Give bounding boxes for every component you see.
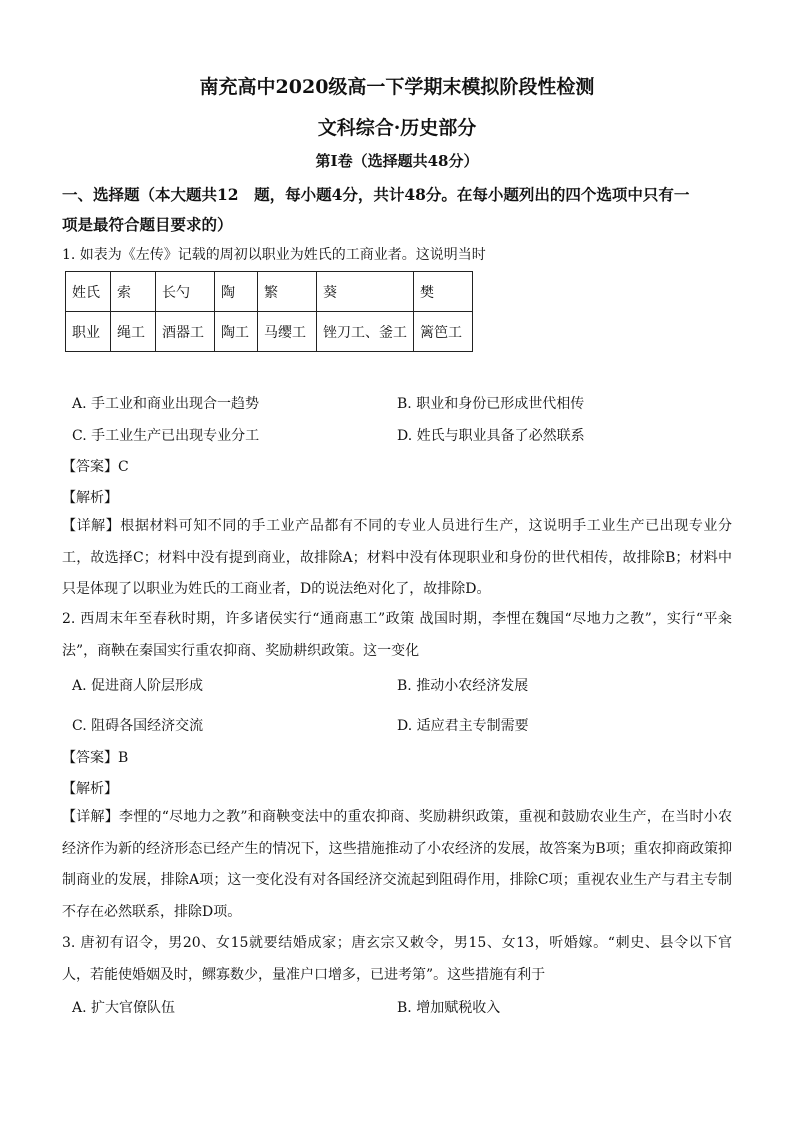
q1-option-a: A. 手工业和商业出现合一趋势 <box>72 396 260 412</box>
exam-title: 南充高中2020级高一下学期末模拟阶段性检测 <box>199 76 595 98</box>
table-cell: 繁 <box>258 272 317 312</box>
section-heading: 第Ⅰ卷（选择题共48分） <box>315 152 479 170</box>
q2-analysis-label: 【解析】 <box>62 781 118 797</box>
q3-option-b: B. 增加赋税收入 <box>397 1000 501 1016</box>
q2-detail: 【详解】李悝的“尽地力之教”和商鞅变法中的重农抑商、奖励耕织政策，重视和鼓励农业生产，在当时小农经济作为新的经济形态已经产生的情况下，这些措施推动了小农经济的发展，故答案为B项；重农抑商政策抑制商业的发展，排除A项；这一变化没有对各国经济交流起到阻碍作用，排除C项；重视农业生产与君主专制不存在必然联系，排除D项。 <box>62 809 732 920</box>
table-cell: 樊 <box>414 272 473 312</box>
q2-option-a: A. 促进商人阶层形成 <box>72 678 204 694</box>
q1-detail: 【详解】根据材料可知不同的手工业产品都有不同的专业人员进行生产，这说明手工业生产已出现专业分工，故选择C；材料中没有提到商业，故排除A；材料中没有体现职业和身份的世代相传，故排除B；材料中只是体现了以职业为姓氏的工商业者，D的说法绝对化了，故排除D。 <box>62 518 732 597</box>
q3-option-a: A. 扩大官僚队伍 <box>72 1000 176 1016</box>
table-cell: 职业 <box>66 312 111 352</box>
table-cell: 长勺 <box>156 272 215 312</box>
q1-option-b: B. 职业和身份已形成世代相传 <box>397 396 585 412</box>
table-cell: 姓氏 <box>66 272 111 312</box>
table-cell: 马缨工 <box>258 312 317 352</box>
q1-stem: 1. 如表为《左传》记载的周初以职业为姓氏的工商业者。这说明当时 <box>62 247 486 263</box>
q2-option-c: C. 阻碍各国经济交流 <box>72 718 204 734</box>
exam-subtitle: 文科综合·历史部分 <box>317 117 477 139</box>
q2-answer: 【答案】B <box>62 750 129 766</box>
table-cell: 酒器工 <box>156 312 215 352</box>
table-row <box>66 272 473 312</box>
table-cell: 葵 <box>317 272 414 312</box>
q2-stem: 2. 西周末年至春秋时期，许多诸侯实行“通商惠工”政策 战国时期，李悝在魏国“尽地力之教”，实行“平籴法”，商鞅在秦国实行重农抑商、奖励耕织政策。这一变化 <box>62 611 732 659</box>
instructions-line-2: 项是最符合题目要求的） <box>62 215 233 234</box>
q1-analysis-label: 【解析】 <box>62 490 118 506</box>
table-cell: 陶工 <box>215 312 258 352</box>
table-cell: 陶 <box>215 272 258 312</box>
q1-answer: 【答案】C <box>62 459 129 475</box>
table-cell: 锉刀工、釜工 <box>317 312 414 352</box>
q2-option-b: B. 推动小农经济发展 <box>397 678 529 694</box>
table-row <box>66 312 473 352</box>
table-cell: 绳工 <box>111 312 156 352</box>
table-cell: 篱笆工 <box>414 312 473 352</box>
table-cell: 索 <box>111 272 156 312</box>
q1-option-d: D. 姓氏与职业具备了必然联系 <box>397 428 585 444</box>
q1-option-c: C. 手工业生产已出现专业分工 <box>72 428 260 444</box>
q3-stem: 3. 唐初有诏令，男20、女15就要结婚成家；唐玄宗又敕令，男15、女13，听婚嫁。“刺史、县令以下官人，若能使婚姻及时，鳏寡数少，量准户口增多，已进考第”。这些措施有利于 <box>62 935 732 983</box>
instructions-line-1: 一、选择题（本大题共12 题，每小题4分，共计48分。在每小题列出的四个选项中只有一 <box>62 185 690 204</box>
q2-option-d: D. 适应君主专制需要 <box>397 718 529 734</box>
q1-table <box>65 271 473 352</box>
